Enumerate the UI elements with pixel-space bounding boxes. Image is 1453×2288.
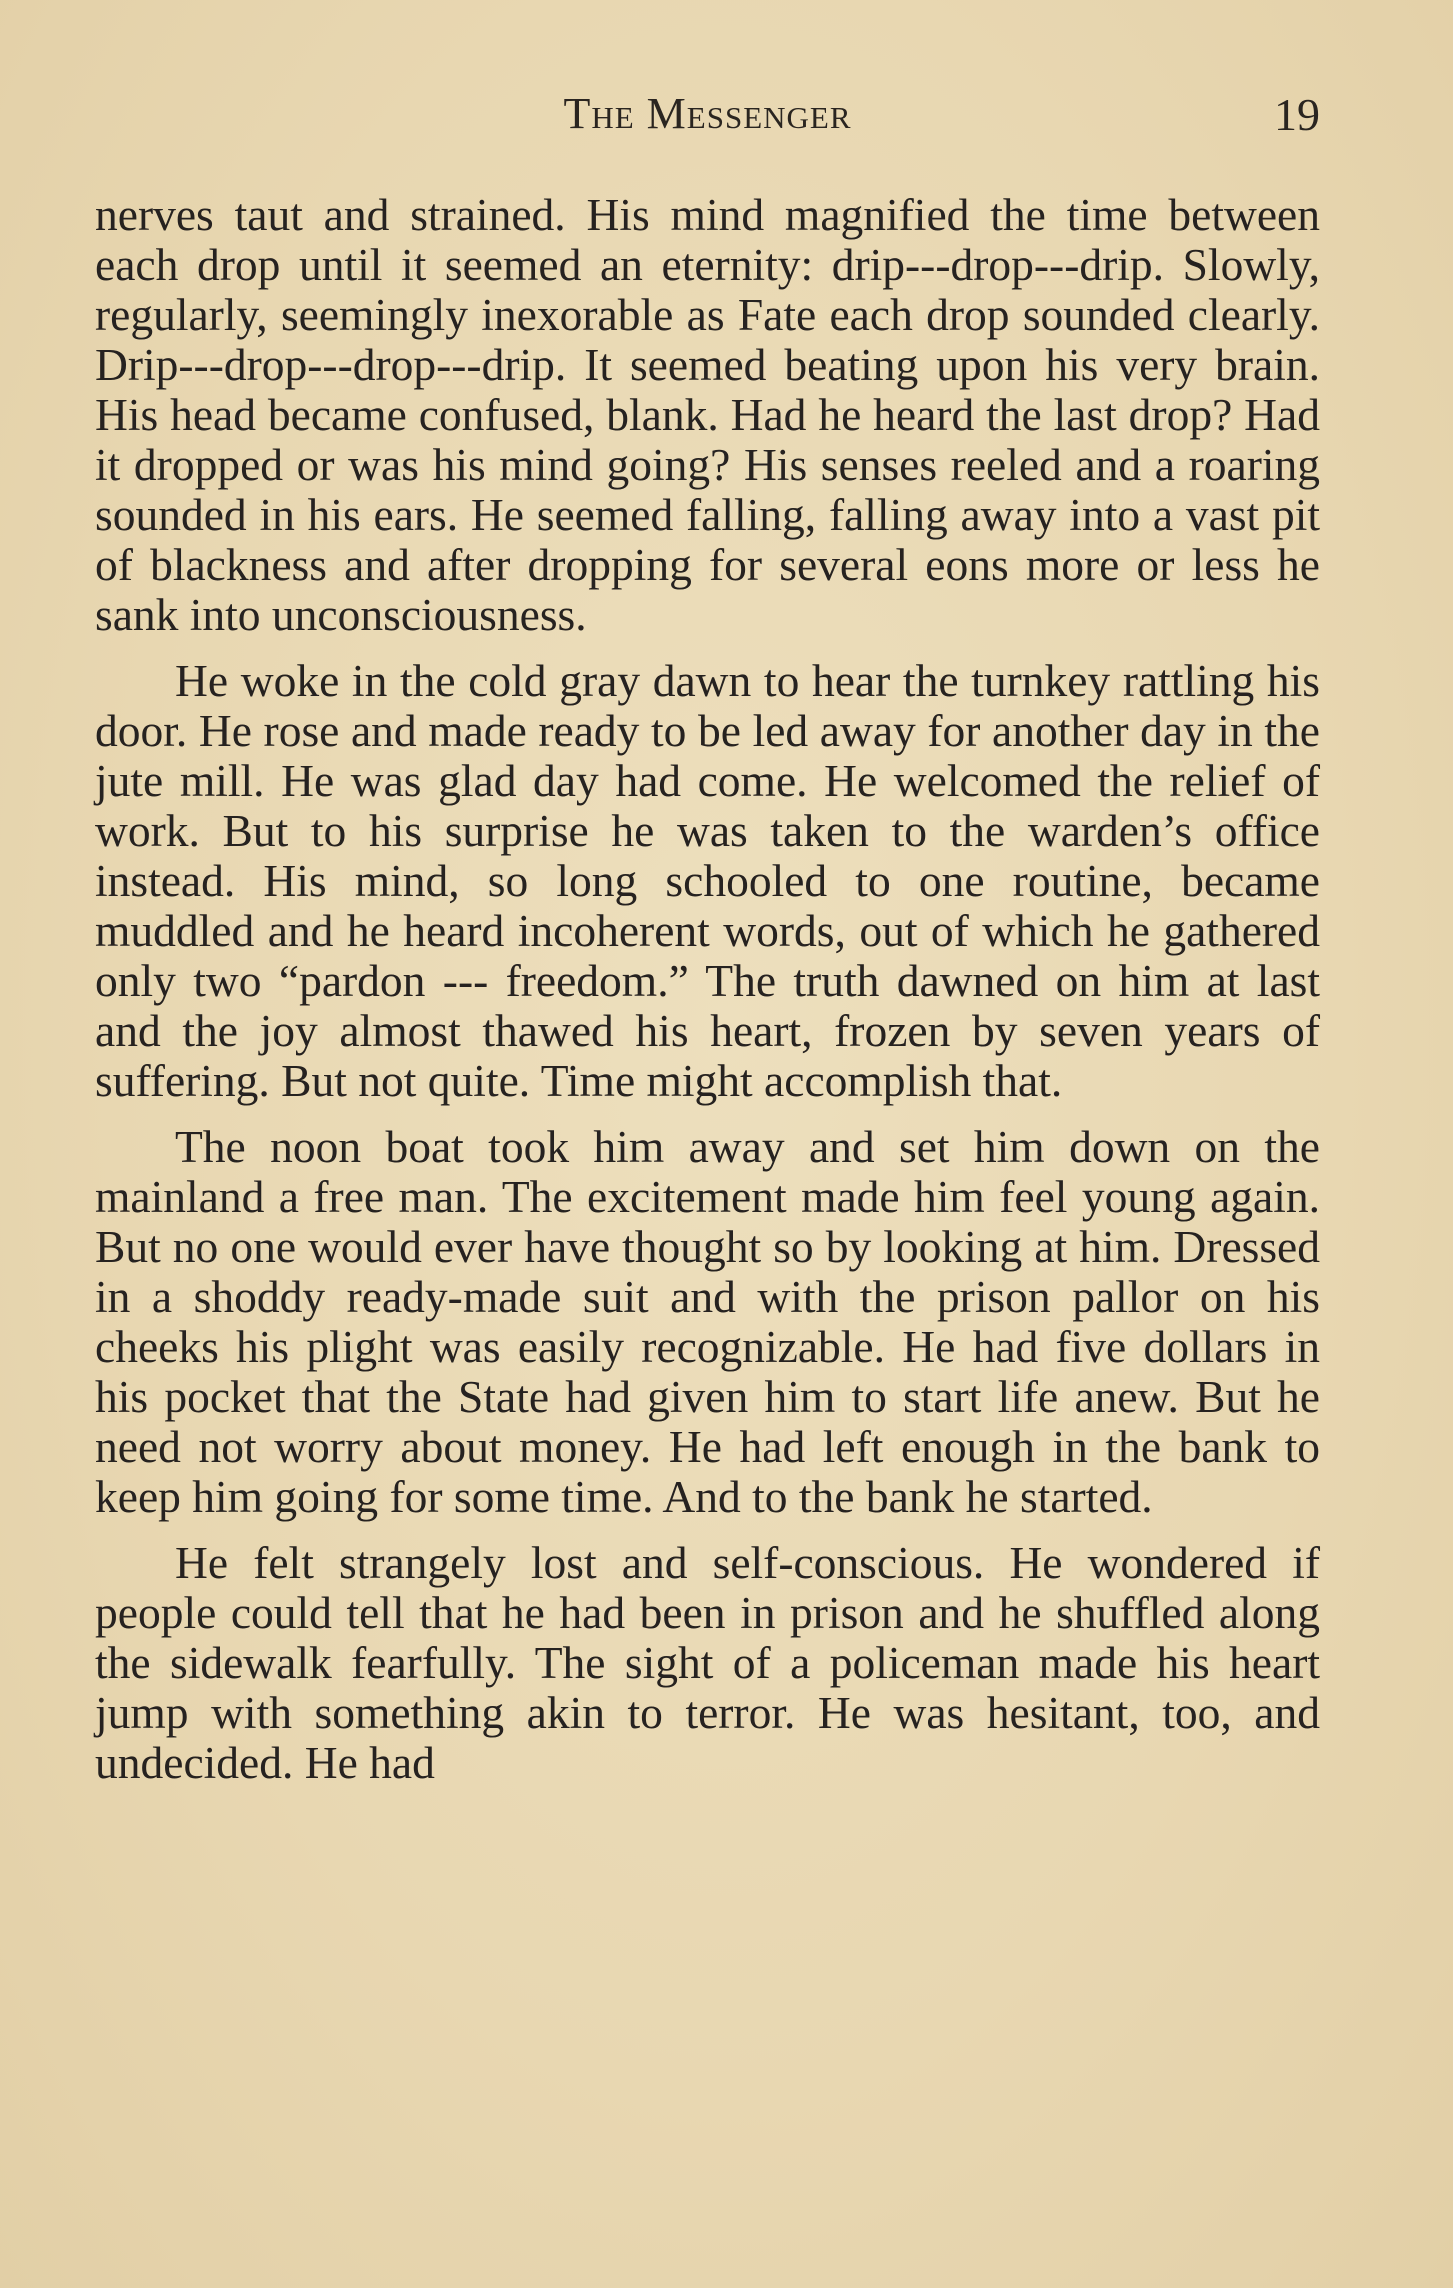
running-head xyxy=(95,88,1320,148)
running-title: The Messenger xyxy=(563,89,852,138)
body-text xyxy=(95,190,1320,1804)
paragraph-continued: nerves taut and strained. His mind magnified the time between each drop until it seemed an eternity: drip---drop---drip. Slowly, regularly, seemingly inexorable as Fate each drop sounded clearly. Drip---drop---drop---drip. It seemed beating upon his very brain. His head became confused, blank. Had he heard the last drop? Had it dropped or was his mind going? His senses reeled and a roaring sounded in his ears. He seemed falling, falling away into a vast pit of blackness and after dropping for several eons more or less he sank into unconsciousness. xyxy=(95,189,1320,640)
paragraph: He felt strangely lost and self-conscious. He wondered if people could tell that he had been in prison and he shuffled along the sidewalk fearfully. The sight of a policeman made his heart jump with something akin to terror. He was hesitant, too, and undecided. He had xyxy=(95,1537,1320,1788)
paragraph: The noon boat took him away and set him down on the mainland a free man. The excitement made him feel young again. But no one would ever have thought so by looking at him. Dressed in a shoddy ready-made suit and with the prison pallor on his cheeks his plight was easily recognizable. He had five dollars in his pocket that the State had given him to start life anew. But he need not worry about money. He had left enough in the bank to keep him going for some time. And to the bank he started. xyxy=(95,1121,1320,1522)
page-number: 19 xyxy=(1274,89,1320,140)
paragraph: He woke in the cold gray dawn to hear the turnkey rattling his door. He rose and made ready to be led away for another day in the jute mill. He was glad day had come. He welcomed the relief of work. But to his surprise he was taken to the warden’s office instead. His mind, so long schooled to one routine, became muddled and he heard incoherent words, out of which he gathered only two “pardon --- freedom.” The truth dawned on him at last and the joy almost thawed his heart, frozen by seven years of suffering. But not quite. Time might accomplish that. xyxy=(95,655,1320,1106)
